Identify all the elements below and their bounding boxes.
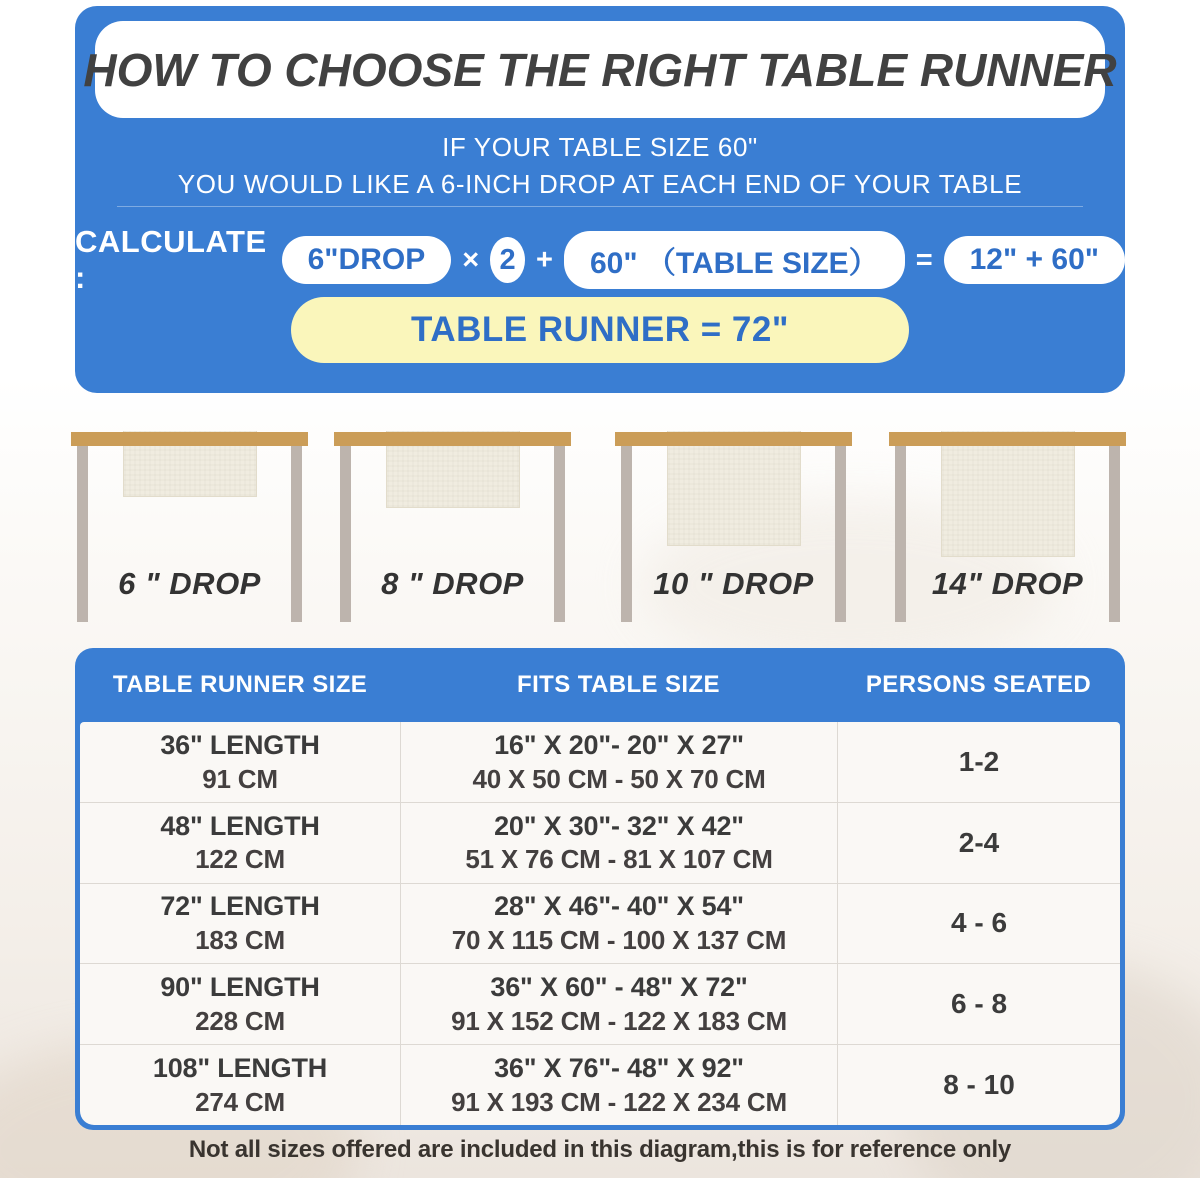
runner-size-cm: 274 CM <box>195 1086 285 1117</box>
tabletop <box>889 432 1126 446</box>
tabletop <box>71 432 308 446</box>
factor-circle: 2 <box>490 237 525 283</box>
page-title: HOW TO CHOOSE THE RIGHT TABLE RUNNER <box>83 43 1117 96</box>
drop-label: 8 " DROP <box>381 566 524 601</box>
fits-size-inches: 36" X 60" - 48" X 72" <box>490 972 748 1003</box>
table-body <box>80 722 1120 1125</box>
persons-seated-value: 1-2 <box>958 745 1000 777</box>
table-figure-6-drop <box>71 420 308 625</box>
persons-cell <box>837 1045 1120 1125</box>
persons-cell <box>837 964 1120 1044</box>
title-banner <box>83 21 1117 118</box>
table-row <box>80 722 1120 802</box>
sum-pill: 12" + 60" <box>944 236 1125 284</box>
runner-size-inches: 36" LENGTH <box>160 729 320 760</box>
runner-size-inches: 108" LENGTH <box>152 1052 328 1083</box>
persons-cell <box>837 803 1120 883</box>
drop-label: 14" DROP <box>931 566 1084 601</box>
runner-size-cell <box>80 1045 400 1125</box>
runner-size-cm: 183 CM <box>195 925 285 956</box>
persons-seated-value: 8 - 10 <box>943 1069 1015 1101</box>
fits-size-inches: 16" X 20"- 20" X 27" <box>494 729 744 760</box>
persons-cell <box>837 884 1120 964</box>
result-pill: TABLE RUNNER = 72" <box>291 297 909 363</box>
fits-size-cell <box>400 964 837 1044</box>
table-figure-10-drop <box>615 420 852 625</box>
fits-size-inches: 28" X 46"- 40" X 54" <box>494 891 744 922</box>
runner-drape <box>941 431 1075 557</box>
persons-seated-value: 6 - 8 <box>950 988 1008 1020</box>
table-row <box>80 802 1120 883</box>
runner-size-cm: 91 CM <box>202 763 278 794</box>
runner-size-cell <box>80 964 400 1044</box>
fits-size-cell <box>400 803 837 883</box>
runner-size-inches: 72" LENGTH <box>160 891 320 922</box>
column-header-runner-size: TABLE RUNNER SIZE <box>112 671 368 698</box>
runner-size-inches: 48" LENGTH <box>160 810 320 841</box>
fits-size-cm: 70 X 115 CM - 100 X 137 CM <box>451 925 787 956</box>
runner-size-cell <box>80 884 400 964</box>
plus-sign: + <box>536 243 553 276</box>
fits-size-cm: 51 X 76 CM - 81 X 107 CM <box>465 844 773 875</box>
fits-size-cell <box>400 1045 837 1125</box>
tabletop <box>334 432 571 446</box>
runner-size-cm: 122 CM <box>195 844 285 875</box>
runner-drape <box>667 431 801 546</box>
size-reference-table <box>75 648 1125 1130</box>
fits-size-cm: 40 X 50 CM - 50 X 70 CM <box>472 763 766 794</box>
drop-label: 6 " DROP <box>118 566 261 601</box>
fits-size-inches: 20" X 30"- 32" X 42" <box>494 810 744 841</box>
subtitle-line-2: YOU WOULD LIKE A 6-INCH DROP AT EACH END OF YOUR TABLE <box>177 169 1023 199</box>
calculation-formula <box>75 224 1125 295</box>
persons-seated-value: 2-4 <box>958 826 1000 858</box>
equals-sign: = <box>915 243 933 276</box>
table-row <box>80 883 1120 964</box>
calculate-label: CALCULATE : <box>75 224 267 295</box>
reference-footnote: Not all sizes offered are included in this diagram,this is for reference only <box>188 1136 1012 1163</box>
fits-size-cell <box>400 884 837 964</box>
runner-size-inches: 90" LENGTH <box>160 972 320 1003</box>
table-size-pill: 60" （TABLE SIZE） <box>564 231 905 289</box>
instruction-panel <box>75 6 1125 393</box>
table-row <box>80 963 1120 1044</box>
column-header-fits-table-size: FITS TABLE SIZE <box>517 671 720 698</box>
fits-size-cell <box>400 722 837 802</box>
drop-value-pill: 6"DROP <box>282 236 452 284</box>
table-row <box>80 1044 1120 1125</box>
table-figure-14-drop <box>889 420 1126 625</box>
persons-seated-value: 4 - 6 <box>950 907 1008 939</box>
column-header-persons-seated: PERSONS SEATED <box>865 671 1092 698</box>
tabletop <box>615 432 852 446</box>
divider-line <box>117 206 1083 207</box>
runner-size-cell <box>80 803 400 883</box>
table-figure-8-drop <box>334 420 571 625</box>
fits-size-cm: 91 X 193 CM - 122 X 234 CM <box>451 1086 787 1117</box>
subtitle-line-1: IF YOUR TABLE SIZE 60" <box>442 132 758 162</box>
fits-size-inches: 36" X 76"- 48" X 92" <box>494 1052 744 1083</box>
runner-size-cell <box>80 722 400 802</box>
multiply-sign: × <box>462 243 480 276</box>
table-header-row <box>80 648 1120 722</box>
drop-label: 10 " DROP <box>653 566 814 601</box>
persons-cell <box>837 722 1120 802</box>
fits-size-cm: 91 X 152 CM - 122 X 183 CM <box>451 1005 787 1036</box>
runner-size-cm: 228 CM <box>195 1005 285 1036</box>
